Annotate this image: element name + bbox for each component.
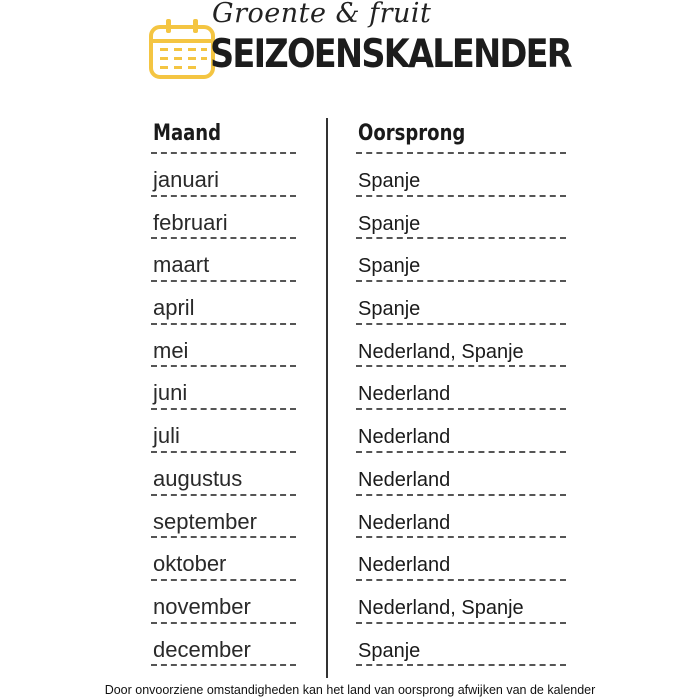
origin-cell: Spanje bbox=[356, 239, 566, 282]
month-cell: juli bbox=[151, 410, 296, 453]
origin-cell: Spanje bbox=[356, 624, 566, 667]
month-cell: oktober bbox=[151, 538, 296, 581]
origin-cell: Nederland, Spanje bbox=[356, 581, 566, 624]
month-cell: november bbox=[151, 581, 296, 624]
subtitle: Groente & fruit bbox=[212, 0, 432, 29]
page-title: SEIZOENSKALENDER bbox=[210, 32, 571, 77]
header bbox=[0, 0, 700, 100]
origin-cell: Nederland bbox=[356, 410, 566, 453]
origin-cell: Spanje bbox=[356, 154, 566, 197]
month-cell: maart bbox=[151, 239, 296, 282]
origin-cell: Spanje bbox=[356, 197, 566, 240]
origin-cell: Nederland bbox=[356, 538, 566, 581]
month-cell: april bbox=[151, 282, 296, 325]
month-cell: december bbox=[151, 624, 296, 667]
origin-cell: Nederland bbox=[356, 453, 566, 496]
month-cell: mei bbox=[151, 325, 296, 368]
origin-cell: Nederland bbox=[356, 367, 566, 410]
month-cell: februari bbox=[151, 197, 296, 240]
column-header-origin: Oorsprong bbox=[356, 112, 566, 154]
origin-cell: Spanje bbox=[356, 282, 566, 325]
origin-cell: Nederland, Spanje bbox=[356, 325, 566, 368]
column-header-month: Maand bbox=[151, 112, 296, 154]
month-cell: juni bbox=[151, 367, 296, 410]
month-column bbox=[151, 112, 296, 666]
calendar-icon bbox=[148, 17, 218, 81]
footer-note: Door onvoorziene omstandigheden kan het land van oorsprong afwijken van de kalender bbox=[104, 683, 596, 697]
month-cell: september bbox=[151, 496, 296, 539]
month-cell: januari bbox=[151, 154, 296, 197]
month-cell: augustus bbox=[151, 453, 296, 496]
origin-cell: Nederland bbox=[356, 496, 566, 539]
column-divider bbox=[326, 118, 328, 678]
origin-column bbox=[356, 112, 566, 666]
